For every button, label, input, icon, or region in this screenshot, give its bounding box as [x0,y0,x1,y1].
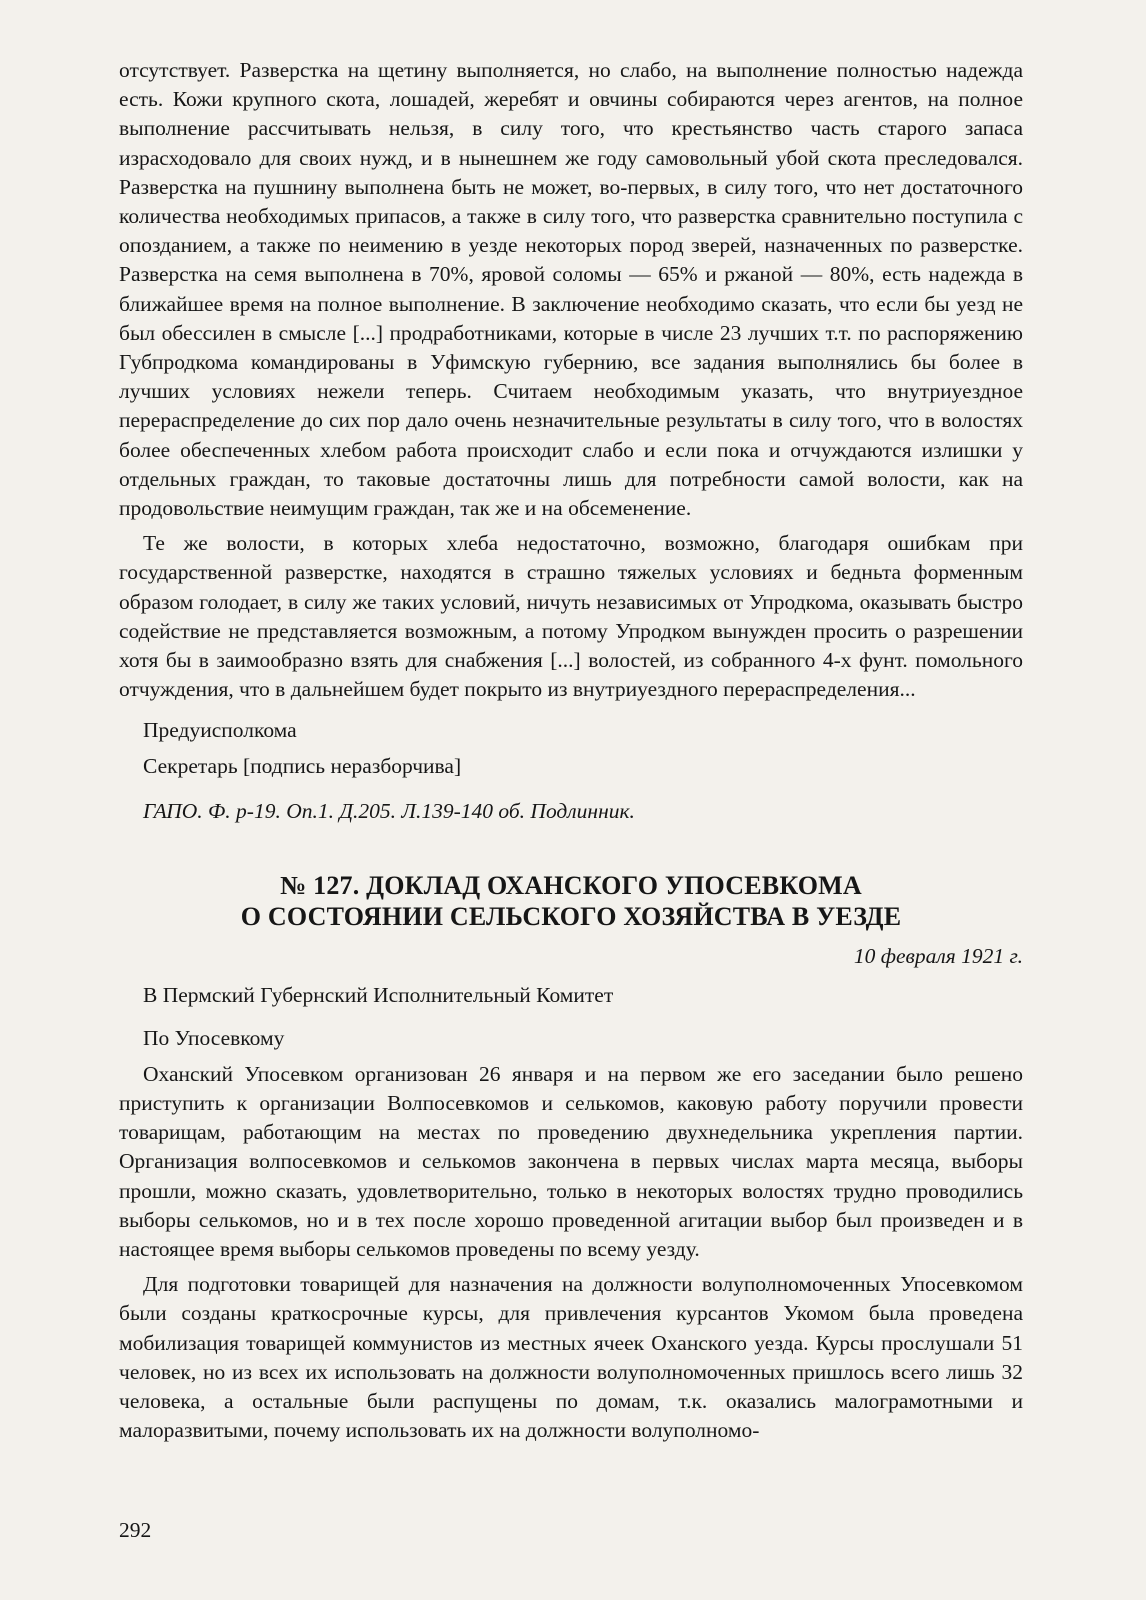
document-title-line: № 127. ДОКЛАД ОХАНСКОГО УПОСЕВКОМА [280,871,862,901]
document-title [119,870,1023,932]
document-date: 10 февраля 1921 г. [853,944,1023,969]
body-paragraph: Для подготовки товарищей для назначения на должности волуполномоченных Упосевкомом были созданы краткосрочные курсы, для привлечения курсантов Укомом была проведена мобилизация товарищей коммунистов из местных ячеек Оханского уезда. Курсы прослушали 51 человек, но из всех их использовать на должности волуполномоченных пришлось всего лишь 32 человека, а остальные были распущены по домам, т.к. оказались малограмотными и малоразвитыми, почему использовать их на должности волуполномо- [119,1272,1023,1443]
body-paragraph: отсутствует. Разверстка на щетину выполняется, но слабо, на выполнение полностью надежда есть. Кожи крупного скота, лошадей, жеребят и овчины собираются через агентов, на полное выполнение рассчитывать нельзя, в силу того, что крестьянство часть старого запаса израсходовало для своих нужд, и в нынешнем же году самовольный убой скота преследовался. Разверстка на пушнину выполнена быть не может, во-первых, в силу того, что нет достаточного количества необходимых припасов, а также в силу того, что разверстка сравнительно поступила с опозданием, а также по неимению в уезде некоторых пород зверей, назначенных по разверстке. Разверстка на семя выполнена в 70%, яровой соломы — 65% и ржаной — 80%, есть надежда в ближайшее время на полное выполнение. В заключение необходимо сказать, что если бы уезд не был обессилен в смысле [...] продработниками, которые в числе 23 лучших т.т. по распоряжению Губпродкома командированы в Уфимскую губернию, все задания выполнялись бы более в лучших условиях нежели теперь. Считаем необходимым указать, что внутриуездное перераспределение до сих пор дало очень незначительные результаты в силу того, что в волостях более обеспеченных хлебом работа происходит слабо и если пока и отчуждаются излишки у отдельных граждан, то таковые достаточны лишь для потребности самой волости, как на продовольствие неимущим граждан, так же и на обсеменение. [119,58,1023,521]
body-paragraph: Те же волости, в которых хлеба недостаточно, возможно, благодаря ошибкам при государственной разверстке, находятся в страшно тяжелых условиях и бедньта форменным образом голодает, в силу же таких условий, ничуть независимых от Упродкома, оказывать быстро содействие не представляется возможным, а потому Упродком вынужден просить о разрешении хотя бы в заимообразно взять для снабжения [...] волостей, из собранного 4-х фунт. помольного отчуждения, что в дальнейшем будет покрыто из внутриуездного перераспределения... [119,531,1023,702]
page-number: 292 [119,1518,152,1542]
signature-secretary: Секретарь [подпись неразборчива] [143,753,462,778]
signature-chair: Предуисполкома [143,718,297,743]
archive-source: ГАПО. Ф. р-19. Оп.1. Д.205. Л.139-140 об. Подлинник. [143,798,635,823]
document-title-line: О СОСТОЯНИИ СЕЛЬСКОГО ХОЗЯЙСТВА В УЕЗДЕ [240,902,902,932]
document-page [119,56,1023,1445]
document-subject: По Упосевкому [143,1026,285,1051]
document-addressee: В Пермский Губернский Исполнительный Комитет [143,983,614,1008]
body-paragraph: Оханский Упосевком организован 26 января и на первом же его заседании было решено приступить к организации Волпосевкомов и селькомов, каковую работу поручили провести товарищам, работающим на местах по проведению двухнедельника укрепления партии. Организация волпосевкомов и селькомов закончена в первых числах марта месяца, выборы прошли, можно сказать, удовлетворительно, только в некоторых волостях трудно проводились выборы селькомов, но и в тех после хорошо проведенной агитации выбор был произведен и в настоящее время выборы селькомов проведены по всему уезду. [119,1061,1023,1261]
